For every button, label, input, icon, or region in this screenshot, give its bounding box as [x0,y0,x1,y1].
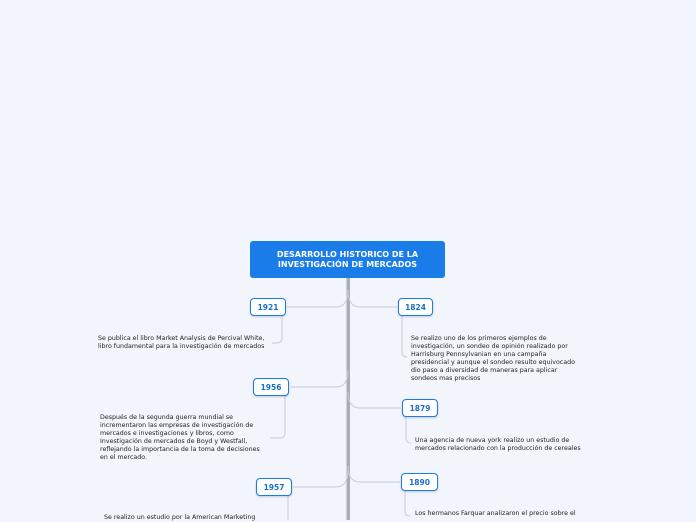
note-line: en el mercado. [100,454,148,461]
note-1824[interactable] [411,335,593,383]
note-link-1956 [270,396,285,438]
note-line: Los hermanos Farquar analizaron el precio sobre el [415,510,576,517]
note-line: mercados relacionado con la producción de cereales [415,445,581,452]
note-link-1890 [405,491,410,516]
connector-1890 [348,466,400,482]
connector-1879 [348,392,401,408]
central-topic-line-1: DESARROLLO HISTORICO DE LA [276,249,419,259]
connector-1957 [293,470,348,487]
note-link-1879 [406,417,411,443]
note-line: sondeos mas precisos [411,375,481,382]
note-line: Después de la segunda guerra mundial se [100,414,234,421]
note-1956[interactable] [100,414,272,462]
note-line: dio paso a diversidad de maneras para aplicar [411,367,558,374]
note-1957[interactable] [104,514,276,522]
note-line: Una agencia de nueva york realizo un estudio de [415,437,570,444]
topic-1879[interactable]: 1879 [402,399,438,417]
note-line: presidencial y aunque el sondeo resulto equivocado [411,359,575,366]
topic-1921[interactable]: 1921 [250,298,286,316]
note-1879[interactable] [415,437,597,453]
note-1921[interactable] [98,335,278,351]
topic-1956[interactable]: 1956 [253,378,289,396]
note-line: Harrisburg Pennsylvanian en una campaña [411,351,547,358]
note-1890[interactable] [415,510,597,518]
central-topic-line-2: INVESTIGACIÓN DE MERCADOS [277,259,418,269]
note-line: mercados e investigaciones y libros, como [100,430,234,437]
note-link-1824 [402,316,407,357]
topic-1890[interactable]: 1890 [401,473,438,491]
note-line: Se realizo un estudio por la American Marketing [104,514,256,521]
note-line: reflejando la importancia de la toma de decisiones [100,446,260,453]
central-topic[interactable] [250,241,445,278]
note-line: incrementaron las empresas de investigación de [100,422,254,429]
connector-1921 [287,290,348,307]
topic-1957[interactable]: 1957 [256,478,292,496]
topic-1824[interactable]: 1824 [398,298,433,316]
connector-1824 [348,290,397,307]
note-line: Se realizo uno de los primeros ejemplos de [411,335,547,342]
note-line: Investigación de mercados de Boyd y Westfall, [100,438,248,445]
note-line: investigación, un sondeo de opinión realizado por [411,343,568,350]
connector-1956 [290,370,348,387]
note-line: libro fundamental para la investigación de mercados [98,343,265,350]
note-line: Se publica el libro Market Analysis de Percival White, [98,335,265,342]
